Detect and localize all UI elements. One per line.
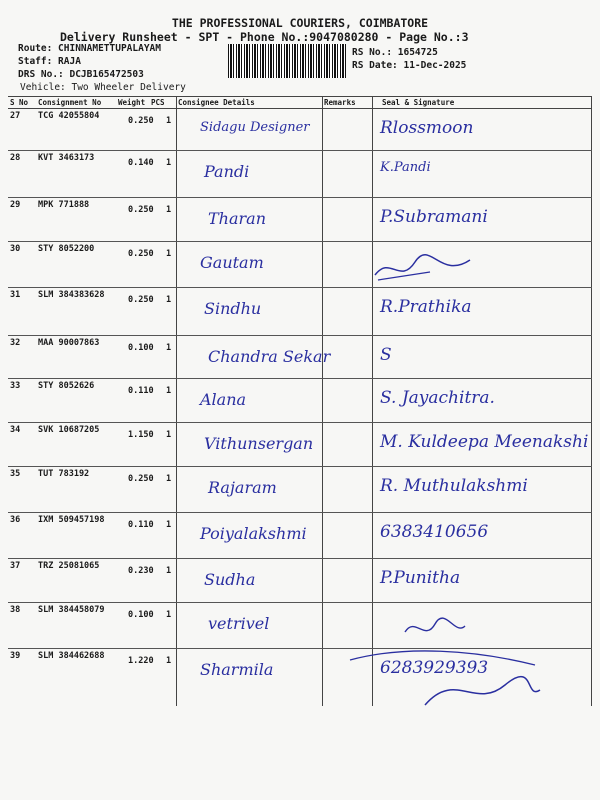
row-sno: 30 (10, 244, 21, 254)
row-sno: 34 (10, 425, 21, 435)
row-pcs: 1 (166, 566, 172, 576)
barcode-image (228, 44, 346, 78)
row-divider (8, 378, 592, 379)
row-consignment: SLM 384383628 (38, 290, 105, 300)
col-weight: Weight (118, 98, 146, 107)
row-pcs: 1 (166, 249, 172, 259)
row-consignment: MAA 90007863 (38, 338, 100, 348)
row-pcs: 1 (166, 116, 172, 126)
signature-handwriting: 6383410656 (380, 522, 489, 542)
row-pcs: 1 (166, 158, 172, 168)
row-divider (8, 241, 592, 242)
row-pcs: 1 (166, 205, 172, 215)
consignee-handwriting: Sidagu Designer (200, 120, 310, 135)
row-weight: 0.250 (128, 205, 154, 215)
rs-date: RS Date: 11-Dec-2025 (352, 60, 467, 71)
consignee-handwriting: Alana (200, 390, 247, 409)
consignee-handwriting: Tharan (208, 209, 267, 228)
signature-handwriting: S. Jayachitra. (380, 388, 495, 408)
row-pcs: 1 (166, 520, 172, 530)
row-consignment: STY 8052200 (38, 244, 95, 254)
signature-scribble (370, 250, 480, 290)
row-pcs: 1 (166, 343, 172, 353)
row-sno: 36 (10, 515, 21, 525)
row-divider (8, 150, 592, 151)
row-sno: 37 (10, 561, 21, 571)
row-weight: 1.150 (128, 430, 154, 440)
row-weight: 0.250 (128, 474, 154, 484)
row-weight: 0.250 (128, 116, 154, 126)
col-pcs: PCS (151, 98, 165, 107)
row-weight: 0.100 (128, 343, 154, 353)
row-sno: 28 (10, 153, 21, 163)
row-sno: 29 (10, 200, 21, 210)
col-seal: Seal & Signature (382, 98, 455, 107)
row-pcs: 1 (166, 430, 172, 440)
signature-handwriting: R. Muthulakshmi (380, 476, 528, 496)
consignee-handwriting: Sudha (204, 570, 256, 589)
runsheet-subtitle: Delivery Runsheet - SPT - Phone No.:9047080280 - Page No.:3 (60, 30, 469, 44)
consignee-handwriting: Poiyalakshmi (200, 524, 307, 543)
signature-handwriting: M. Kuldeepa Meenakshi (380, 432, 589, 452)
signature-handwriting: S (380, 345, 392, 365)
row-weight: 1.220 (128, 656, 154, 666)
row-sno: 38 (10, 605, 21, 615)
col-remarks: Remarks (324, 98, 356, 107)
company-title: THE PROFESSIONAL COURIERS, COIMBATORE (171, 16, 429, 30)
row-consignment: TUT 783192 (38, 469, 90, 479)
row-pcs: 1 (166, 656, 172, 666)
col-sno: S No (10, 98, 29, 107)
row-pcs: 1 (166, 610, 172, 620)
signature-handwriting: 6283929393 (380, 658, 489, 678)
row-pcs: 1 (166, 295, 172, 305)
col-consignment: Consignment No (38, 98, 102, 107)
row-weight: 0.100 (128, 610, 154, 620)
vehicle-label: Vehicle: Two Wheeler Delivery (20, 82, 186, 93)
row-sno: 32 (10, 338, 21, 348)
row-weight: 0.250 (128, 249, 154, 259)
row-divider (8, 602, 592, 603)
signature-scribble (345, 640, 545, 710)
row-sno: 35 (10, 469, 21, 479)
signature-handwriting: R.Prathika (380, 297, 472, 317)
consignee-handwriting: Sindhu (204, 299, 262, 318)
row-weight: 0.110 (128, 386, 154, 396)
row-weight: 0.110 (128, 520, 154, 530)
row-consignment: SVK 10687205 (38, 425, 100, 435)
consignee-handwriting: Gautam (200, 253, 264, 272)
row-divider (8, 558, 592, 559)
row-consignment: IXM 509457198 (38, 515, 105, 525)
rs-number: RS No.: 1654725 (352, 47, 438, 58)
row-consignment: TRZ 25081065 (38, 561, 100, 571)
col-consignee: Consignee Details (178, 98, 255, 107)
row-sno: 33 (10, 381, 21, 391)
row-weight: 0.250 (128, 295, 154, 305)
row-consignment: SLM 384462688 (38, 651, 105, 661)
row-divider (8, 466, 592, 467)
consignee-handwriting: Chandra Sekar (208, 347, 331, 366)
row-pcs: 1 (166, 474, 172, 484)
row-sno: 31 (10, 290, 21, 300)
row-divider (8, 512, 592, 513)
consignee-handwriting: Pandi (204, 162, 250, 181)
row-weight: 0.140 (128, 158, 154, 168)
consignee-handwriting: Sharmila (200, 660, 274, 679)
drs-number: DRS No.: DCJB165472503 (18, 69, 144, 80)
row-consignment: TCG 42055804 (38, 111, 100, 121)
consignee-handwriting: Vithunsergan (204, 434, 314, 453)
consignee-handwriting: Rajaram (208, 478, 277, 497)
row-consignment: STY 8052626 (38, 381, 95, 391)
row-sno: 27 (10, 111, 21, 121)
consignee-handwriting: vetrivel (208, 614, 270, 633)
signature-handwriting: K.Pandi (380, 160, 431, 175)
row-weight: 0.230 (128, 566, 154, 576)
row-divider (8, 287, 592, 288)
staff-label: Staff: RAJA (18, 56, 81, 67)
row-divider (8, 197, 592, 198)
signature-handwriting: P.Punitha (380, 568, 461, 588)
row-divider (8, 422, 592, 423)
row-consignment: KVT 3463173 (38, 153, 95, 163)
row-divider (8, 335, 592, 336)
row-consignment: SLM 384458079 (38, 605, 105, 615)
route-label: Route: CHINNAMETTUPALAYAM (18, 43, 161, 54)
row-consignment: MPK 771888 (38, 200, 90, 210)
signature-scribble (400, 614, 470, 644)
signature-handwriting: Rlossmoon (380, 118, 474, 138)
row-pcs: 1 (166, 386, 172, 396)
signature-handwriting: P.Subramani (380, 207, 488, 227)
row-sno: 39 (10, 651, 21, 661)
